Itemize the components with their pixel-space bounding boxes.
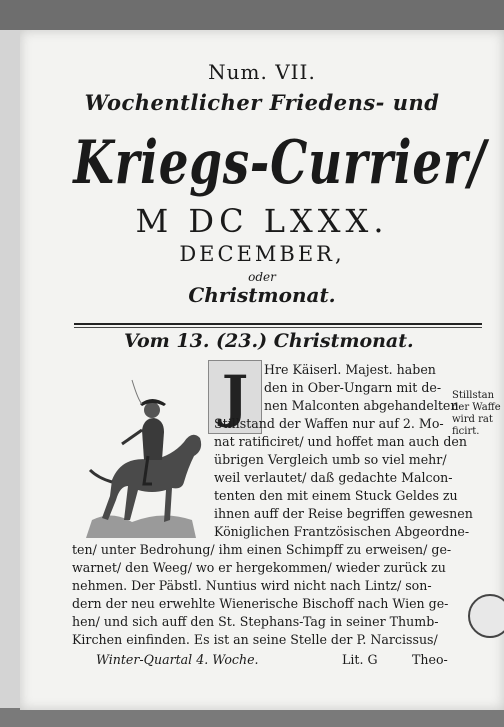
sheet-signature: Lit. G [342,652,378,667]
body-line: warnet/ den Weeg/ wo er hergekommen/ wieder zurück zu [72,560,446,575]
header-rule [74,323,482,325]
body-line: hen/ und sich auff den St. Stephans-Tag in seiner Thumb- [72,614,439,629]
body-line: ten/ unter Bedrohung/ ihm einen Schimpff zu erweisen/ ge- [72,542,452,557]
body-line: Königlichen Frantzösischen Abgeordne- [214,524,470,539]
catchword: Theo- [412,652,448,667]
margin-note-line: Stillstan [452,390,495,401]
scan-background-bottom [0,708,504,727]
masthead-line-1: Wochentlicher Friedens- und [84,90,440,115]
body-line: den in Ober-Ungarn mit de- [264,380,442,395]
body-line: weil verlautet/ daß gedachte Malcon- [214,470,453,485]
masthead-line-2: Kriegs-Currier/ [73,128,487,198]
body-line: nehmen. Der Päbstl. Nuntius wird nicht nach Lintz/ son- [72,578,432,593]
margin-note-line: wird rat [452,414,493,425]
dateline: Vom 13. (23.) Christmonat. [124,330,414,352]
margin-note-line: ficirt. [452,426,480,437]
body-line: Stillstand der Waffen nur auf 2. Mo- [214,416,444,431]
month: DECEMBER, [179,242,345,266]
body-line: nat ratificiret/ und hoffet man auch den [214,434,467,449]
header-rule-thin [74,327,482,328]
margin-note-line: der Waffe [452,402,501,413]
drop-cap: J [208,360,262,434]
body-line: tenten den mit einem Stuck Geldes zu [214,488,458,503]
horseman-engraving [72,360,208,550]
issue-number: Num. VII. [208,60,316,84]
adjacent-page-edge [0,30,22,727]
year: M DC LXXX. [135,202,389,240]
body-line: ihnen auff der Reise begriffen gewesnen [214,506,473,521]
body-line: übrigen Vergleich umb so viel mehr/ [214,452,447,467]
oder-word: oder [248,270,276,284]
christmonat-word: Christmonat. [188,283,336,307]
body-line: nen Malconten abgehandelten [264,398,459,413]
scan-background-top [0,0,504,30]
body-line: Kirchen einfinden. Es ist an seine Stelle der P. Narcissus/ [72,632,438,647]
body-line: dern der neu erwehlte Wienerische Bischoff nach Wien ge- [72,596,449,611]
newspaper-page [20,30,504,710]
body-line: Hre Käiserl. Majest. haben [264,362,436,377]
signature-line: Winter-Quartal 4. Woche. [96,652,259,667]
library-stamp-icon [468,594,504,638]
